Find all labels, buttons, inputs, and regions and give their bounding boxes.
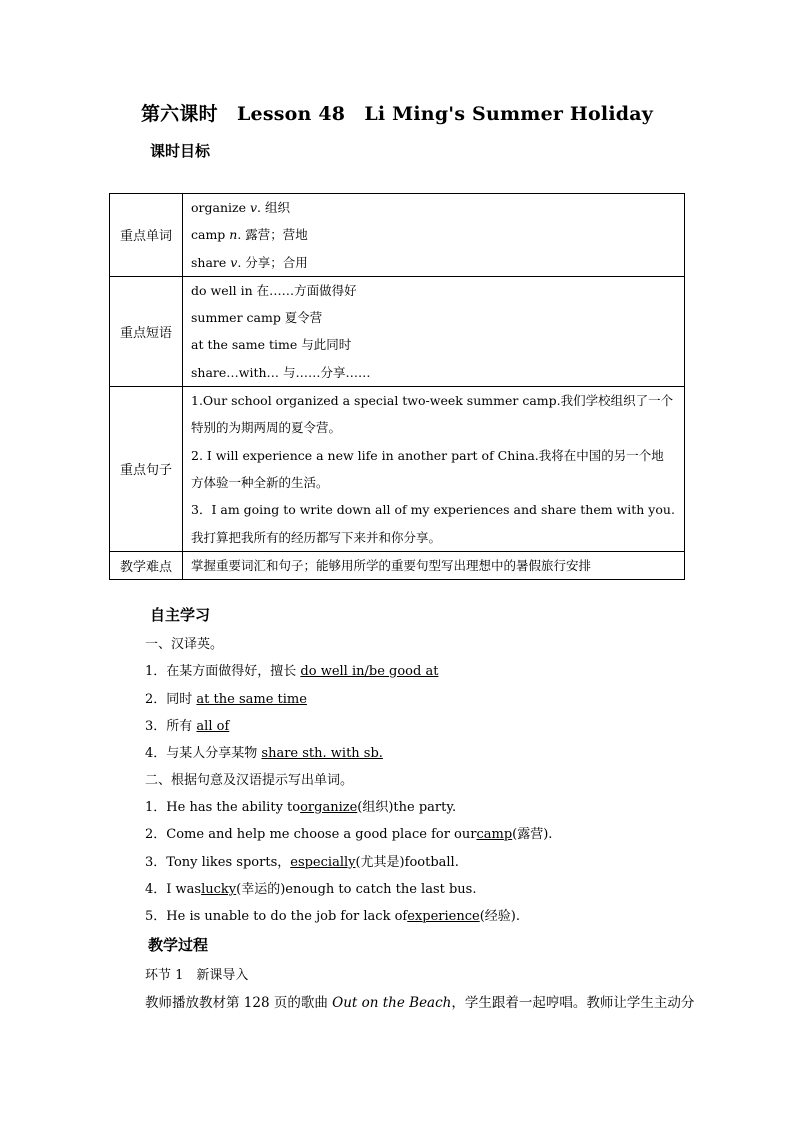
table-cell-difficulty: 掌握重要词汇和句子；能够用所学的重要句型写出理想中的暑假旅行安排 [183, 551, 685, 579]
exercise-item: 3．Tony likes sports，especially(尤其是)football. [145, 855, 459, 870]
phrase-item: at the same time 与此同时 [191, 337, 352, 353]
song-title: Out on the Beach [332, 995, 452, 1011]
section-heading-process: 教学过程 [148, 936, 209, 954]
answer: all of [196, 719, 230, 734]
answer: camp [476, 827, 513, 842]
exercise-item: 4．I waslucky(幸运的)enough to catch the last bus. [145, 882, 477, 897]
sentence-item: 2. I will experience a new life in another part of China.我将在中国的另一个地方体验一种全新的生活。 [191, 447, 664, 490]
table-row-sentences [110, 387, 685, 552]
table-label-sentences: 重点句子 [110, 387, 183, 552]
table-cell-words [183, 194, 685, 277]
lesson-goals-table [109, 193, 685, 580]
exercise-item: 3．所有 all of [145, 719, 230, 734]
exercise-item: 1．He has the ability toorganize(组织)the party. [145, 800, 457, 815]
word-item: organize v. 组织 [191, 200, 290, 215]
answer: do well in/be good at [300, 664, 439, 679]
exercise-heading: 二、根据句意及汉语提示写出单词。 [145, 773, 354, 788]
answer: experience [407, 909, 480, 924]
phrase-item: share…with… 与……分享…… [191, 364, 371, 380]
table-label-difficulty: 教学难点 [110, 551, 183, 579]
table-label-words: 重点单词 [110, 194, 183, 277]
table-row-words [110, 194, 685, 277]
word-item: share v. 分享；合用 [191, 254, 308, 270]
answer: share sth. with sb. [261, 746, 383, 761]
table-row-difficulty [110, 551, 685, 579]
step-paragraph: 教师播放教材第 128 页的歌曲 Out on the Beach，学生跟着一起哼唱。教师让学生主动分 [145, 995, 695, 1011]
exercise-item: 2．Come and help me choose a good place for ourcamp(露营). [145, 827, 553, 842]
answer: organize [300, 800, 358, 815]
exercise-item: 4．与某人分享某物 share sth. with sb. [145, 746, 383, 761]
exercise-item: 5．He is unable to do the job for lack ofexperience(经验). [145, 909, 520, 924]
exercise-item: 1．在某方面做得好，擅长 do well in/be good at [145, 664, 439, 679]
table-label-phrases: 重点短语 [110, 276, 183, 386]
step-heading: 环节 1 新课导入 [145, 968, 249, 983]
section-heading-self-study: 自主学习 [150, 606, 211, 624]
answer: especially [290, 855, 356, 870]
table-cell-sentences [183, 387, 685, 552]
exercise-item: 2．同时 at the same time [145, 692, 307, 707]
page-title: 第六课时 Lesson 48 Li Ming's Summer Holiday [140, 103, 653, 125]
table-row-phrases [110, 276, 685, 386]
phrase-item: summer camp 夏令营 [191, 310, 323, 326]
section-heading-goals: 课时目标 [150, 142, 211, 160]
sentence-item: 1.Our school organized a special two-week summer camp.我们学校组织了一个特别的为期两周的夏令营。 [191, 393, 674, 436]
sentence-item: 3．I am going to write down all of my experiences and share them with you.我打算把我所有的经历都写下来并和你分享。 [191, 502, 675, 545]
exercise-heading: 一、汉译英。 [145, 637, 224, 652]
answer: at the same time [196, 692, 307, 707]
answer: lucky [201, 882, 237, 897]
phrase-item: do well in 在……方面做得好 [191, 282, 357, 298]
word-item: camp n. 露营；营地 [191, 227, 308, 243]
table-cell-phrases [183, 276, 685, 386]
